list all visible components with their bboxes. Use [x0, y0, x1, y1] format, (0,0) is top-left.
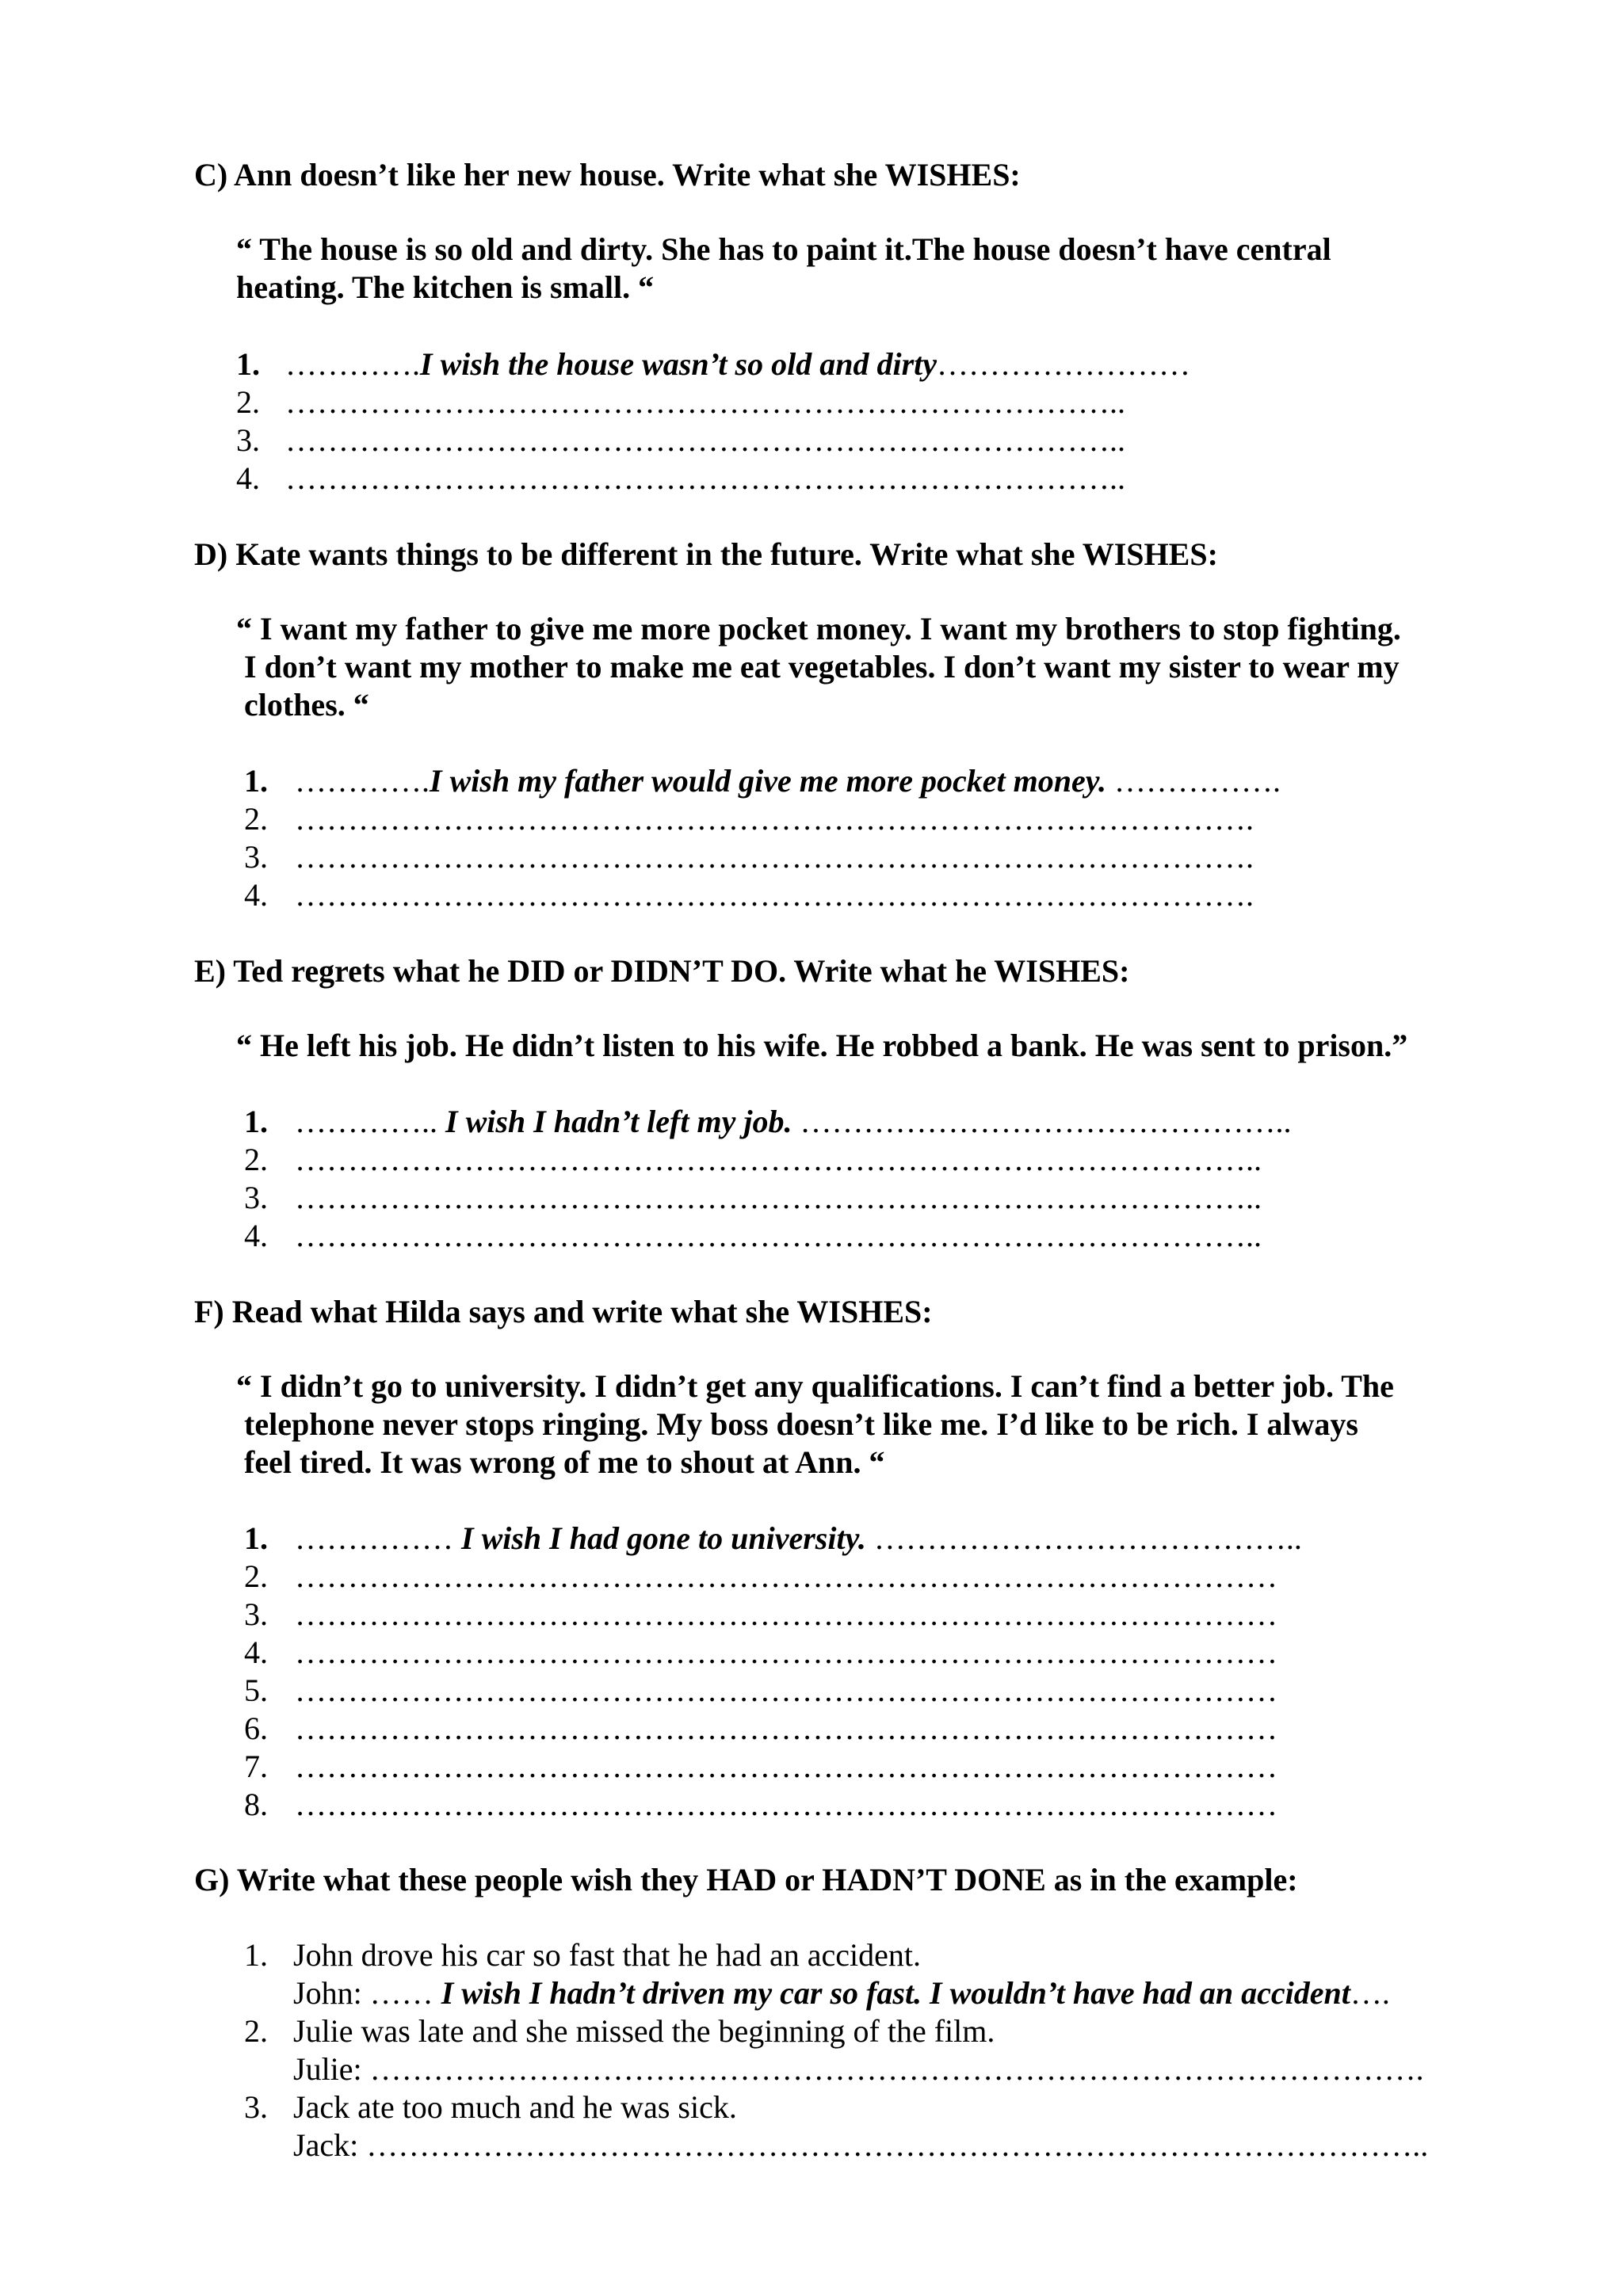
example-answer: I wish I had gone to university. [461, 1520, 866, 1556]
example-answer: I wish my father would give me more pocket money. [430, 763, 1107, 799]
item-number: 7. [244, 1749, 268, 1784]
item-number: 1. [244, 763, 268, 799]
answer-blank[interactable]: ………………………………………………………………………………. [295, 839, 1254, 875]
answer-blank[interactable]: ………………………………………………………………………………… [295, 1787, 1277, 1822]
section-c-quote-line-2: heating. The kitchen is small. “ [236, 269, 655, 305]
answer-blank[interactable]: Julie: ………………………………………………………………………………………. [293, 2051, 1424, 2087]
answer-blank[interactable]: ……………………………………………………………………………….. [295, 1180, 1262, 1215]
answer-blank[interactable]: ………………………………………………………………………………… [295, 1711, 1277, 1746]
leading-dots: …………. [285, 346, 420, 382]
answer-line [293, 1974, 1390, 2012]
trailing-dots: …. [1350, 1975, 1390, 2011]
item-number: 4. [244, 877, 268, 913]
section-d-quote-line-1: “ I want my father to give me more pocket money. I want my brothers to stop fighting. [236, 611, 1401, 646]
section-f-quote-line-1: “ I didn’t go to university. I didn’t get any qualifications. I can’t find a better job. The [236, 1368, 1394, 1404]
item-number: 1. [236, 346, 260, 382]
answer-blank[interactable]: ………………………………………………………………………………. [295, 877, 1254, 913]
answer-line [295, 1520, 1302, 1558]
answer-blank[interactable]: ……………………………………………………………………………….. [295, 1142, 1262, 1177]
section-f-quote-line-2: telephone never stops ringing. My boss doesn’t like me. I’d like to be rich. I always [244, 1406, 1358, 1442]
speaker-label: John: …… [293, 1975, 433, 2011]
example-answer: I wish the house wasn’t so old and dirty [420, 346, 938, 382]
section-d-quote-line-3: clothes. “ [244, 687, 369, 723]
example-answer: I wish I hadn’t driven my car so fast. I wouldn’t have had an accident [441, 1975, 1350, 2011]
answer-line [295, 1103, 1291, 1141]
item-number: 3. [244, 1180, 268, 1215]
leading-dots: …………. [295, 763, 430, 799]
item-number: 3. [244, 1596, 268, 1632]
section-g-heading: G) Write what these people wish they HAD or HADN’T DONE as in the example: [194, 1862, 1298, 1897]
answer-blank[interactable]: …………………………………………………………………….. [285, 460, 1125, 496]
item-number: 6. [244, 1711, 268, 1746]
answer-blank[interactable]: ………………………………………………………………………………… [295, 1596, 1277, 1632]
answer-blank[interactable]: ………………………………………………………………………………… [295, 1749, 1277, 1784]
trailing-dots: ……………. [1114, 763, 1281, 799]
section-f-heading: F) Read what Hilda says and write what she WISHES: [194, 1294, 933, 1329]
trailing-dots: ………………………………….. [873, 1520, 1302, 1556]
answer-line [295, 762, 1281, 800]
answer-blank[interactable]: ………………………………………………………………………………… [295, 1558, 1277, 1594]
answer-blank[interactable]: …………………………………………………………………….. [285, 384, 1125, 420]
section-c-heading: C) Ann doesn’t like her new house. Write what she WISHES: [194, 157, 1021, 193]
trailing-dots: ……………………………………….. [800, 1104, 1292, 1139]
section-f-quote-line-3: feel tired. It was wrong of me to shout at Ann. “ [244, 1444, 885, 1480]
item-number: 4. [244, 1218, 268, 1253]
section-c-quote-line-1: “ The house is so old and dirty. She has to paint it.The house doesn’t have central [236, 231, 1331, 267]
item-number: 4. [244, 1634, 268, 1670]
item-number: 2. [244, 1558, 268, 1594]
answer-blank[interactable]: Jack: ……………………………………………………………………………………….. [293, 2127, 1429, 2163]
section-d-heading: D) Kate wants things to be different in the future. Write what she WISHES: [194, 536, 1218, 572]
trailing-dots [1106, 763, 1114, 799]
section-e-quote: “ He left his job. He didn’t listen to his wife. He robbed a bank. He was sent to prison.” [236, 1028, 1408, 1063]
section-d-quote-line-2: I don’t want my mother to make me eat vegetables. I don’t want my sister to wear my [244, 649, 1400, 685]
item-number: 1. [244, 1520, 268, 1556]
prompt-sentence: Jack ate too much and he was sick. [293, 2089, 737, 2125]
answer-blank[interactable]: ……………………………………………………………………………….. [295, 1218, 1262, 1253]
item-number: 1. [244, 1104, 268, 1139]
item-number: 8. [244, 1787, 268, 1822]
item-number: 5. [244, 1672, 268, 1708]
item-number: 2. [236, 384, 260, 420]
answer-line [285, 345, 1190, 383]
answer-blank[interactable]: ………………………………………………………………………………… [295, 1634, 1277, 1670]
item-number: 4. [236, 460, 260, 496]
item-number: 3. [244, 839, 268, 875]
prompt-sentence: Julie was late and she missed the beginning of the film. [293, 2013, 995, 2049]
item-number: 1. [244, 1937, 268, 1973]
answer-blank[interactable]: …………………………………………………………………….. [285, 422, 1125, 458]
answer-blank[interactable]: ………………………………………………………………………………. [295, 801, 1254, 837]
trailing-dots: …………………… [937, 346, 1191, 382]
example-answer: I wish I hadn’t left my job. [445, 1104, 792, 1139]
item-number: 3. [236, 422, 260, 458]
item-number: 2. [244, 801, 268, 837]
leading-dots: …………… [295, 1520, 453, 1556]
item-number: 2. [244, 2013, 268, 2049]
answer-blank[interactable]: ………………………………………………………………………………… [295, 1672, 1277, 1708]
item-number: 3. [244, 2089, 268, 2125]
prompt-sentence: John drove his car so fast that he had an accident. [293, 1937, 921, 1973]
leading-dots: ………….. [295, 1104, 437, 1139]
item-number: 2. [244, 1142, 268, 1177]
section-e-heading: E) Ted regrets what he DID or DIDN’T DO. Write what he WISHES: [194, 953, 1130, 989]
